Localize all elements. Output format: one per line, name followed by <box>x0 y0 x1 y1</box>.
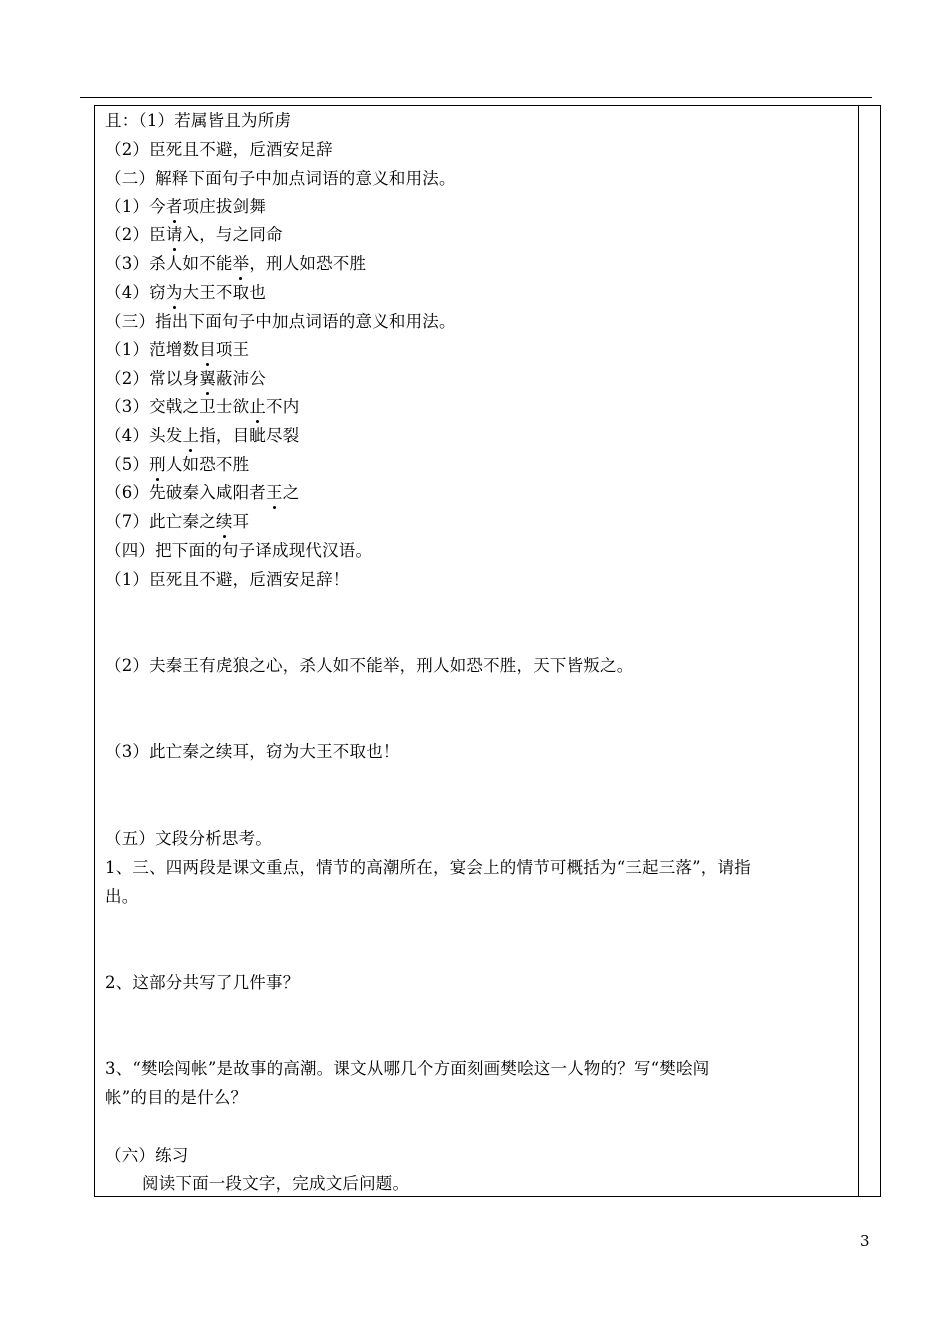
section-heading: （五）文段分析思考。 <box>105 829 272 848</box>
text: （7）此亡秦之 <box>105 512 216 531</box>
instruction-text: 阅读下面一段文字，完成文后问题。 <box>142 1174 410 1193</box>
dotted-word: 请 <box>165 225 183 244</box>
text: 人如恐不胜 <box>165 455 250 474</box>
page-number: 3 <box>860 1232 870 1250</box>
dotted-word: 止 <box>249 397 267 416</box>
text: （4）头发 <box>105 426 183 445</box>
dotted-word: 为 <box>165 283 183 302</box>
text: 之 <box>282 483 300 502</box>
dotted-word: 王 <box>266 483 283 502</box>
dotted-word: 刑 <box>149 455 166 474</box>
exercise-item <box>105 339 249 361</box>
section-heading: （二）解释下面句子中加点词语的意义和用法。 <box>105 169 456 188</box>
exercise-item <box>105 511 249 533</box>
dotted-word: 上 <box>182 426 200 445</box>
exercise-item <box>105 282 266 304</box>
dotted-word: 目 <box>199 340 216 359</box>
translation-item: （2）夫秦王有虎狼之心，杀人如不能举，刑人如恐不胜，天下皆叛之。 <box>105 656 634 675</box>
text: （2）常以身 <box>105 369 200 388</box>
exercise-item <box>105 196 266 218</box>
text: 项王 <box>215 340 250 359</box>
text: （2）臣 <box>105 225 166 244</box>
exercise-item <box>105 368 266 390</box>
question-text: 出。 <box>105 887 139 906</box>
exercise-item <box>105 454 249 476</box>
question-text: 1、三、四两段是课文重点，情节的高潮所在，宴会上的情节可概括为“三起三落”，请指 <box>105 858 751 877</box>
exercise-item <box>105 482 299 504</box>
exercise-item <box>105 253 366 275</box>
translation-item: （3）此亡秦之续耳，窃为大王不取也！ <box>105 742 400 761</box>
dotted-word: 续 <box>215 512 233 531</box>
dotted-word: 举 <box>232 254 250 273</box>
text: 耳 <box>232 512 250 531</box>
text: 大王不取也 <box>182 283 267 302</box>
dotted-word: 者 <box>165 197 183 216</box>
exercise-item <box>105 224 283 246</box>
text: （4）窃 <box>105 283 166 302</box>
dotted-word: 翼 <box>199 369 216 388</box>
exercise-item <box>105 425 299 447</box>
text: （1）范增数 <box>105 340 200 359</box>
text: （3）杀人如不能 <box>105 254 233 273</box>
section-heading: （四）把下面的句子译成现代汉语。 <box>105 541 373 560</box>
text: 项庄拔剑舞 <box>182 197 267 216</box>
text-line: 且：（1）若属皆且为所虏 <box>105 111 292 130</box>
question-text: 3、“樊哙闯帐”是故事的高潮。课文从哪几个方面刻画樊哙这一人物的？写“樊哙闯 <box>105 1059 710 1078</box>
header-rule <box>80 97 872 98</box>
section-heading: （六）练习 <box>105 1146 189 1165</box>
text: 指，目眦尽裂 <box>199 426 300 445</box>
section-heading: （三）指出下面句子中加点词语的意义和用法。 <box>105 312 456 331</box>
text: （3）交戟之卫士欲 <box>105 397 250 416</box>
table-side-column-border <box>858 105 859 1197</box>
text: （5） <box>105 455 150 474</box>
translation-item: （1）臣死且不避，卮酒安足辞！ <box>105 570 350 589</box>
text: 入，与之同命 <box>182 225 283 244</box>
text: （1）今 <box>105 197 166 216</box>
text: 蔽沛公 <box>215 369 267 388</box>
question-text: 2、这部分共写了几件事？ <box>105 973 300 992</box>
text: 不内 <box>266 397 300 416</box>
text: ，刑人如恐不胜 <box>249 254 367 273</box>
exercise-item <box>105 396 299 418</box>
question-text: 帐”的目的是什么？ <box>105 1088 248 1107</box>
text: （6）先破秦入咸阳者 <box>105 483 266 502</box>
text-line: （2）臣死且不避，卮酒安足辞 <box>105 140 333 159</box>
